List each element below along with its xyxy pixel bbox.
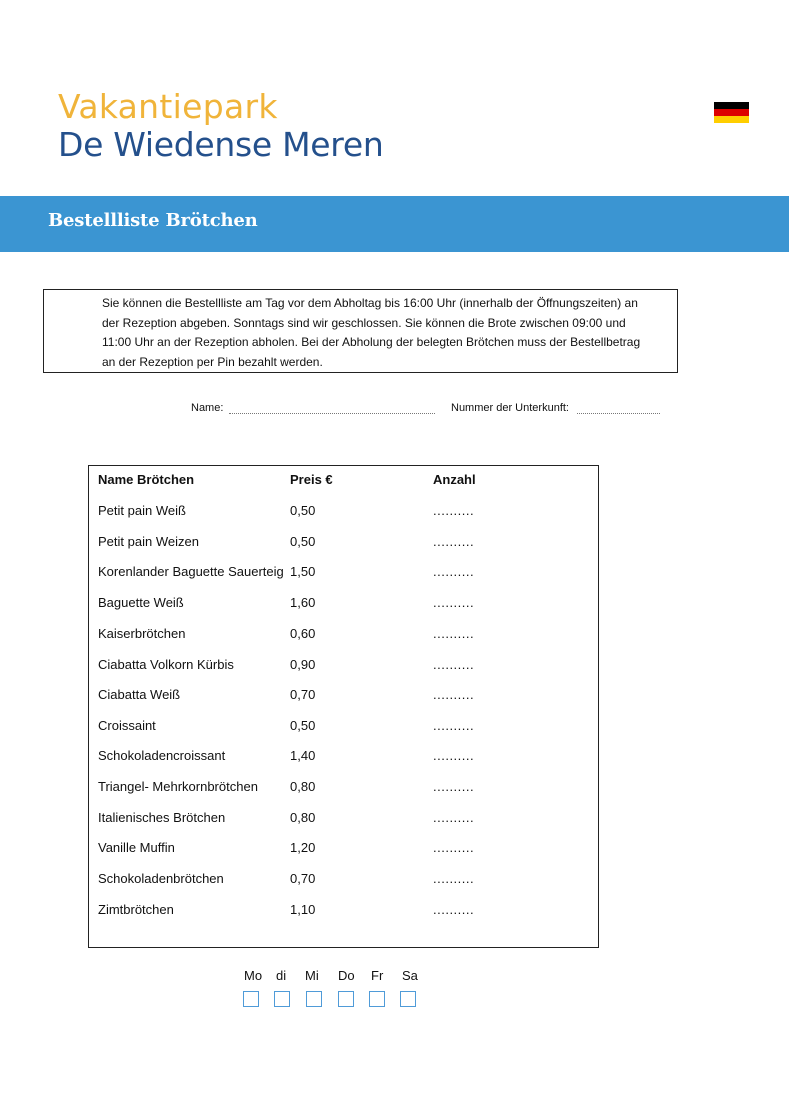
info-text [102, 294, 657, 372]
flag-stripe-black [714, 102, 749, 109]
day-checkbox-sa[interactable] [400, 991, 416, 1007]
day-label-di: di [276, 968, 287, 983]
item-name: Petit pain Weizen [98, 534, 199, 549]
item-name: Ciabatta Volkorn Kürbis [98, 657, 234, 672]
item-price: 1,60 [290, 595, 316, 610]
info-line: Sie können die Bestellliste am Tag vor dem Abholtag bis 16:00 Uhr (innerhalb der Öffnungszeiten) an [102, 296, 638, 310]
item-name: Croissaint [98, 718, 156, 733]
item-price: 0,60 [290, 626, 316, 641]
table-row [89, 779, 598, 799]
item-name: Triangel- Mehrkornbrötchen [98, 779, 258, 794]
header-name: Name Brötchen [98, 472, 195, 487]
item-price: 1,10 [290, 902, 316, 917]
item-price: 0,50 [290, 534, 316, 549]
unit-number-field[interactable] [577, 413, 660, 414]
quantity-field[interactable]: .......... [433, 595, 475, 610]
item-name: Ciabatta Weiß [98, 687, 181, 702]
day-checkbox-mi[interactable] [306, 991, 322, 1007]
item-price: 0,90 [290, 657, 316, 672]
table-row [89, 902, 598, 922]
item-price: 0,70 [290, 687, 316, 702]
quantity-field[interactable]: .......... [433, 626, 475, 641]
item-name: Vanille Muffin [98, 840, 175, 855]
item-name: Korenlander Baguette Sauerteig [98, 564, 284, 579]
day-label-fr: Fr [371, 968, 384, 983]
item-price: 0,50 [290, 718, 316, 733]
germany-flag-icon[interactable] [714, 102, 749, 123]
info-box [43, 289, 678, 373]
item-name: Kaiserbrötchen [98, 626, 186, 641]
item-price: 1,50 [290, 564, 316, 579]
quantity-field[interactable]: .......... [433, 871, 475, 886]
day-checkbox-do[interactable] [338, 991, 354, 1007]
day-label-do: Do [338, 968, 355, 983]
quantity-field[interactable]: .......... [433, 564, 475, 579]
quantity-field[interactable]: .......... [433, 840, 475, 855]
table-row [89, 564, 598, 584]
table-row [89, 657, 598, 677]
table-row [89, 687, 598, 707]
quantity-field[interactable]: .......... [433, 534, 475, 549]
quantity-field[interactable]: .......... [433, 902, 475, 917]
header-price: Preis € [290, 472, 333, 487]
day-checkbox-fr[interactable] [369, 991, 385, 1007]
table-row [89, 871, 598, 891]
table-row [89, 748, 598, 768]
page-title: Bestellliste Brötchen [48, 210, 258, 231]
logo-line-1: Vakantiepark [58, 87, 278, 126]
table-row [89, 840, 598, 860]
name-field[interactable] [229, 413, 435, 414]
quantity-field[interactable]: .......... [433, 810, 475, 825]
flag-stripe-gold [714, 116, 749, 123]
info-line: der Rezeption abgeben. Sonntags sind wir geschlossen. Sie können die Brote zwischen 09:00 und [102, 315, 626, 330]
table-row [89, 595, 598, 615]
item-name: Schokoladenbrötchen [98, 871, 224, 886]
unit-number-label: Nummer der Unterkunft: [451, 402, 569, 414]
item-name: Schokoladencroissant [98, 748, 226, 763]
quantity-field[interactable]: .......... [433, 748, 475, 763]
logo [58, 88, 383, 164]
table-row [89, 810, 598, 830]
quantity-field[interactable]: .......... [433, 779, 475, 794]
item-name: Zimtbrötchen [98, 902, 174, 917]
day-checkbox-mo[interactable] [243, 991, 259, 1007]
item-name: Petit pain Weiß [98, 503, 186, 518]
table-row [89, 534, 598, 554]
title-banner [0, 196, 789, 252]
flag-stripe-red [714, 109, 749, 116]
item-price: 0,80 [290, 779, 316, 794]
name-label: Name: [191, 402, 224, 414]
day-label-mo: Mo [244, 968, 263, 983]
info-line: 11:00 Uhr an der Rezeption abholen. Bei der Abholung der belegten Brötchen muss der Bestellbetrag [102, 335, 641, 349]
header-quantity: Anzahl [433, 472, 476, 487]
item-price: 0,80 [290, 810, 316, 825]
table-row [89, 503, 598, 523]
item-name: Baguette Weiß [98, 595, 184, 610]
day-checkbox-di[interactable] [274, 991, 290, 1007]
order-table [88, 465, 599, 948]
quantity-field[interactable]: .......... [433, 687, 475, 702]
day-label-sa: Sa [402, 968, 418, 983]
item-name: Italienisches Brötchen [98, 810, 226, 825]
table-row [89, 626, 598, 646]
quantity-field[interactable]: .......... [433, 718, 475, 733]
item-price: 0,70 [290, 871, 316, 886]
item-price: 1,20 [290, 840, 316, 855]
quantity-field[interactable]: .......... [433, 503, 475, 518]
day-label-mi: Mi [305, 968, 319, 983]
table-row [89, 718, 598, 738]
item-price: 0,50 [290, 503, 316, 518]
quantity-field[interactable]: .......... [433, 657, 475, 672]
info-line: an der Rezeption per Pin bezahlt werden. [102, 354, 323, 369]
item-price: 1,40 [290, 748, 316, 763]
logo-line-2: De Wiedense Meren [58, 125, 384, 164]
